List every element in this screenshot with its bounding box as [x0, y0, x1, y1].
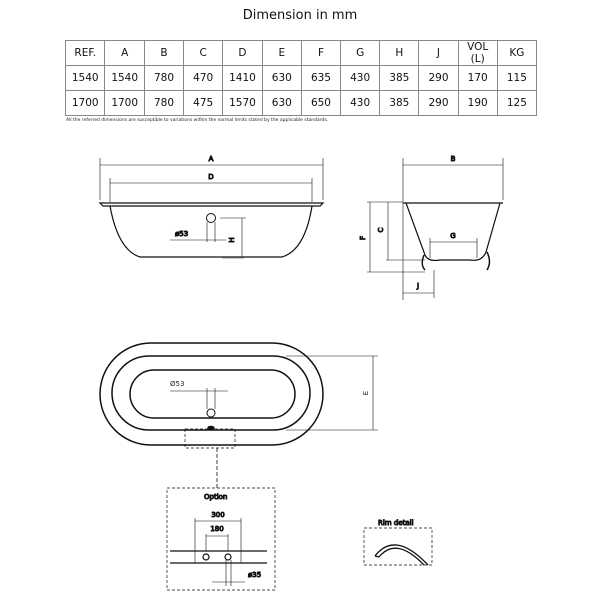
table-cell: 780: [144, 66, 183, 91]
dim-label-c: C: [377, 227, 385, 233]
table-cell: H: [380, 41, 419, 66]
table-cell: G: [341, 41, 380, 66]
dim-label-diameter-35: ø35: [248, 571, 262, 579]
table-cell: B: [144, 41, 183, 66]
table-cell: 385: [380, 91, 419, 116]
table-cell: 630: [262, 66, 301, 91]
option-detail: [167, 488, 275, 590]
table-cell: 430: [341, 66, 380, 91]
table-cell: 1540: [66, 66, 105, 91]
table-cell: 1410: [223, 66, 262, 91]
table-cell: 125: [497, 91, 536, 116]
table-cell: 290: [419, 66, 458, 91]
table-cell: KG: [497, 41, 536, 66]
side-view: [100, 155, 323, 258]
table-cell: A: [105, 41, 144, 66]
rim-detail-label: Rim detail: [378, 519, 414, 527]
table-cell: 290: [419, 91, 458, 116]
table-cell: E: [262, 41, 301, 66]
table-cell: D: [223, 41, 262, 66]
end-view: [359, 155, 503, 300]
dim-label-300: 300: [211, 511, 225, 519]
table-cell: 475: [184, 91, 223, 116]
top-view: [100, 343, 378, 488]
table-cell: 650: [301, 91, 340, 116]
dim-label-j: J: [416, 282, 420, 290]
dim-label-a: A: [208, 155, 214, 163]
table-cell: 1700: [66, 91, 105, 116]
rim-detail: [364, 519, 432, 565]
dim-label-g: G: [450, 232, 456, 240]
page-title: Dimension in mm: [242, 8, 358, 23]
dim-label-e: E: [362, 390, 370, 396]
dim-label-180: 180: [210, 525, 224, 533]
table-cell: 430: [341, 91, 380, 116]
table-cell: 635: [301, 66, 340, 91]
table-cell: 190: [458, 91, 497, 116]
dim-label-diameter-53: ø53: [175, 230, 189, 238]
option-label: Option: [204, 493, 228, 501]
table-cell: 1700: [105, 91, 144, 116]
table-cell: C: [184, 41, 223, 66]
dim-label-h: H: [228, 237, 236, 243]
table-cell: VOL (L): [458, 41, 497, 66]
table-cell: 115: [497, 66, 536, 91]
dim-label-b: B: [450, 155, 456, 163]
table-cell: 470: [184, 66, 223, 91]
table-cell: F: [301, 41, 340, 66]
table-cell: 1570: [223, 91, 262, 116]
table-cell: 630: [262, 91, 301, 116]
dim-label-d: D: [208, 173, 214, 181]
table-cell: 170: [458, 66, 497, 91]
dim-label-f: F: [359, 235, 367, 241]
table-cell: REF.: [66, 41, 105, 66]
table-cell: 385: [380, 66, 419, 91]
table-cell: J: [419, 41, 458, 66]
table-cell: 780: [144, 91, 183, 116]
table-cell: 1540: [105, 66, 144, 91]
dim-label-diameter-53-top: Ø53: [170, 380, 185, 388]
disclaimer-note: All the referred dimensions are susceptible to variations within the normal limits stated by the applicable standards.: [66, 118, 329, 123]
